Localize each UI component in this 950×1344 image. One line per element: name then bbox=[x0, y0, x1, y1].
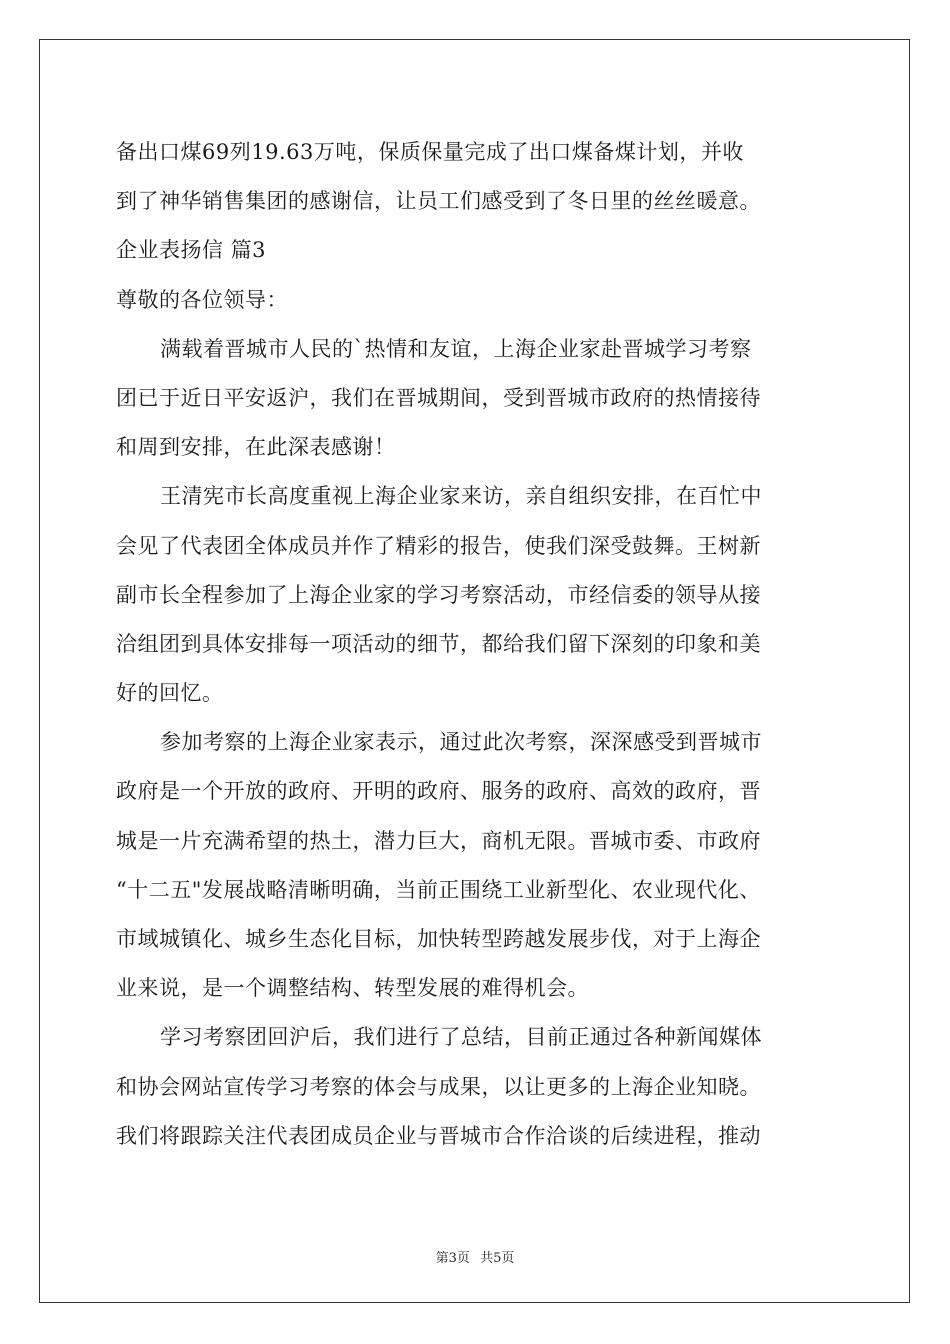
text-line: 市域城镇化、城乡生态化目标，加快转型跨越发展步伐，对于上海企 bbox=[116, 927, 761, 951]
text-line: 政府是一个开放的政府、开明的政府、服务的政府、高效的政府，晋 bbox=[116, 779, 761, 804]
document-body bbox=[116, 128, 856, 1161]
text-line: 好的回忆。 bbox=[116, 681, 224, 706]
page-number: 第3页 bbox=[435, 1251, 470, 1266]
text-line: 备出口煤69列19.63万吨，保质保量完成了出口煤备煤计划，并收 bbox=[116, 140, 744, 164]
text-line: 副市长全程参加了上海企业家的学习考察活动，市经信委的领导从接 bbox=[116, 582, 761, 607]
text-line: 我们将跟踪关注代表团成员企业与晋城市合作洽谈的后续进程，推动 bbox=[116, 1123, 761, 1148]
text-line: 业来说，是一个调整结构、转型发展的难得机会。 bbox=[116, 976, 589, 1001]
text-line: 学习考察团回沪后，我们进行了总结，目前正通过各种新闻媒体 bbox=[160, 1025, 762, 1050]
text-line: 到了神华销售集团的感谢信，让员工们感受到了冬日里的丝丝暖意。 bbox=[116, 189, 761, 214]
text-line: 王清宪市长高度重视上海企业家来访，亲自组织安排，在百忙中 bbox=[160, 484, 762, 509]
page-total: 共5页 bbox=[480, 1251, 515, 1266]
text-line: 参加考察的上海企业家表示，通过此次考察，深深感受到晋城市 bbox=[160, 730, 762, 755]
text-line: 满载着晋城市人民的`热情和友谊，上海企业家赴晋城学习考察 bbox=[160, 336, 752, 361]
text-line: 团已于近日平安返沪，我们在晋城期间，受到晋城市政府的热情接待 bbox=[116, 385, 761, 410]
text-line: 城是一片充满希望的热土，潜力巨大，商机无限。晋城市委、市政府 bbox=[116, 828, 761, 853]
text-line: 企业表扬信 篇3 bbox=[116, 238, 267, 263]
text-line: 和协会网站宣传学习考察的体会与成果，以让更多的上海企业知晓。 bbox=[116, 1074, 761, 1099]
text-line: 和周到安排，在此深表感谢！ bbox=[116, 435, 396, 460]
text-line: 会见了代表团全体成员并作了精彩的报告，使我们深受鼓舞。王树新 bbox=[116, 533, 761, 558]
text-line: 洽组团到具体安排每一项活动的细节，都给我们留下深刻的印象和美 bbox=[116, 631, 761, 656]
text-line: 尊敬的各位领导： bbox=[116, 287, 288, 312]
page-footer bbox=[0, 1247, 950, 1266]
text-line: “十二五"发展战略清晰明确，当前正围绕工业新型化、农业现代化、 bbox=[116, 877, 761, 902]
